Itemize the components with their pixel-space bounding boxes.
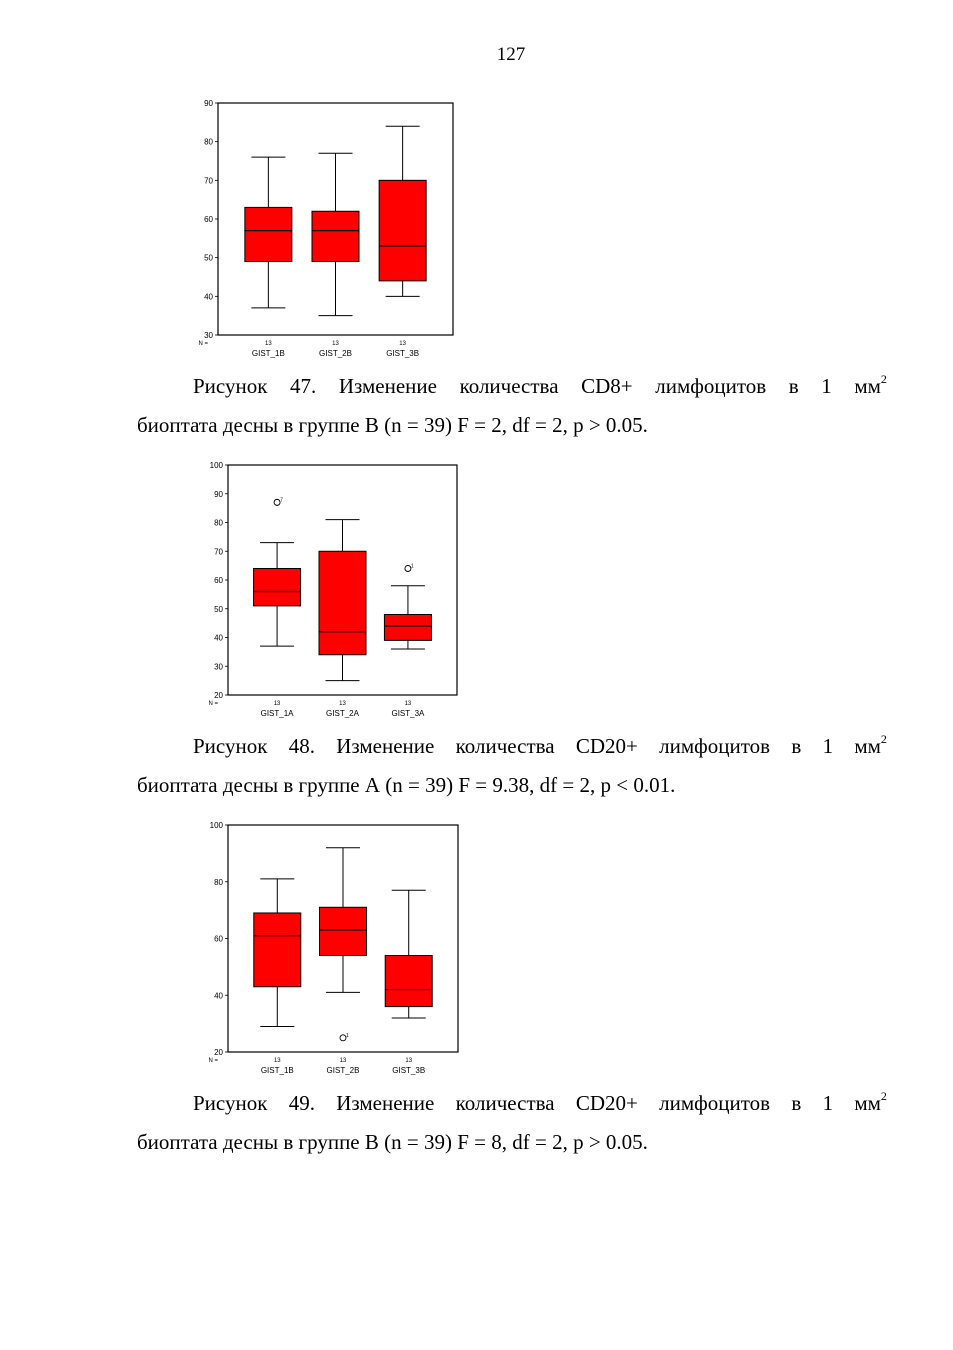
- category-label: GIST_1B: [260, 1066, 294, 1075]
- y-tick-label: 50: [204, 253, 213, 263]
- caption-word: количества: [459, 374, 559, 398]
- figure-48-boxplot: [200, 458, 470, 723]
- caption-word: Рисунок: [193, 1091, 268, 1115]
- category-label: GIST_3B: [392, 1066, 426, 1075]
- y-tick-label: 60: [204, 215, 213, 224]
- caption-word: 1: [822, 734, 834, 758]
- figure-49-caption: [137, 1084, 887, 1162]
- box-GIST_2A: [319, 551, 366, 655]
- y-tick-label: 90: [214, 489, 223, 499]
- n-value: 13: [339, 1058, 347, 1064]
- category-label: GIST_3A: [391, 709, 425, 718]
- caption-word: CD20+: [575, 1091, 638, 1115]
- n-value: 13: [273, 1058, 281, 1064]
- figure-49-svg: [200, 818, 470, 1083]
- n-value: 13: [399, 341, 406, 347]
- caption-word: Изменение: [336, 1091, 435, 1115]
- box-GIST_1B: [245, 207, 292, 261]
- y-tick-label: 40: [214, 633, 223, 643]
- y-tick-label: 80: [214, 877, 223, 887]
- caption-word: лимфоцитов: [659, 1091, 771, 1115]
- outlier-label: 1: [410, 563, 414, 570]
- y-tick-label: 100: [209, 461, 223, 470]
- caption-word: 1: [821, 374, 832, 398]
- y-tick-label: 60: [214, 934, 223, 944]
- figure-47-svg: [195, 97, 465, 362]
- caption-word: CD8+: [581, 374, 633, 398]
- y-tick-label: 20: [214, 691, 223, 700]
- y-tick-label: 80: [204, 137, 213, 147]
- category-label: GIST_2B: [326, 1066, 360, 1075]
- box-GIST_3B: [379, 180, 426, 281]
- figure-47-caption: [137, 367, 887, 445]
- caption-word: количества: [455, 1091, 555, 1115]
- y-tick-label: 30: [214, 662, 223, 672]
- caption-line: [137, 727, 887, 766]
- y-tick-label: 70: [204, 176, 213, 186]
- caption-word: Рисунок: [193, 734, 268, 758]
- caption-word: в: [788, 374, 799, 398]
- caption-word: CD20+: [575, 734, 638, 758]
- caption-word: 47.: [290, 374, 317, 398]
- box-GIST_2B: [312, 211, 359, 261]
- y-tick-label: 20: [214, 1048, 223, 1057]
- y-tick-label: 60: [214, 576, 223, 585]
- outlier-label: 7: [280, 497, 283, 504]
- caption-word: Изменение: [336, 734, 435, 758]
- n-label: N =: [198, 341, 208, 347]
- n-value: 13: [273, 701, 281, 707]
- category-label: GIST_1A: [260, 709, 294, 718]
- y-tick-label: 100: [209, 821, 223, 830]
- caption-word: Рисунок: [193, 374, 268, 398]
- figure-48-svg: [200, 458, 470, 723]
- caption-word: 48.: [288, 734, 315, 758]
- caption-line: [137, 367, 887, 406]
- caption-word: лимфоцитов: [659, 734, 771, 758]
- caption-line: [137, 1084, 887, 1123]
- caption-line: биоптата десны в группе В (n = 39) F = 2, df = 2, p > 0.05.: [137, 413, 648, 437]
- n-label: N =: [208, 1058, 218, 1064]
- category-label: GIST_1B: [251, 349, 285, 358]
- box-GIST_2B: [320, 907, 367, 955]
- y-tick-label: 30: [204, 331, 213, 340]
- n-value: 13: [332, 341, 339, 347]
- caption-unit: $мм^2$: [854, 1089, 887, 1115]
- y-tick-label: 90: [204, 99, 213, 108]
- caption-word: 1: [822, 1091, 834, 1115]
- box-GIST_3A: [384, 615, 431, 641]
- figure-49-boxplot: [200, 818, 470, 1083]
- caption-word: количества: [455, 734, 555, 758]
- y-tick-label: 80: [214, 518, 223, 528]
- caption-unit: $мм^2$: [854, 732, 887, 758]
- box-GIST_3B: [385, 956, 432, 1007]
- n-value: 13: [339, 701, 346, 707]
- n-value: 13: [404, 701, 412, 707]
- y-tick-label: 70: [214, 547, 223, 557]
- n-value: 13: [265, 341, 272, 347]
- category-label: GIST_2A: [326, 709, 359, 718]
- y-tick-label: 50: [214, 604, 223, 614]
- caption-word: Изменение: [338, 374, 437, 398]
- caption-word: лимфоцитов: [655, 374, 767, 398]
- caption-word: 49.: [288, 1091, 315, 1115]
- figure-47-boxplot: [195, 97, 465, 362]
- page-number: 127: [496, 44, 526, 65]
- caption-line: биоптата десны в группе А (n = 39) F = 9.38, df = 2, p < 0.01.: [137, 773, 676, 797]
- caption-word: в: [791, 734, 802, 758]
- box-GIST_1B: [254, 913, 301, 987]
- caption-word: в: [791, 1091, 802, 1115]
- y-tick-label: 40: [214, 991, 223, 1001]
- caption-unit: $мм^2$: [854, 372, 887, 398]
- figure-48-caption: [137, 727, 887, 805]
- caption-line: биоптата десны в группе В (n = 39) F = 8, df = 2, p > 0.05.: [137, 1130, 648, 1154]
- outlier-label: 1: [346, 1032, 349, 1039]
- n-label: N =: [208, 701, 218, 707]
- category-label: GIST_2B: [319, 349, 352, 358]
- box-GIST_1A: [254, 569, 301, 606]
- category-label: GIST_3B: [386, 349, 420, 358]
- n-value: 13: [405, 1058, 413, 1064]
- y-tick-label: 40: [204, 292, 213, 302]
